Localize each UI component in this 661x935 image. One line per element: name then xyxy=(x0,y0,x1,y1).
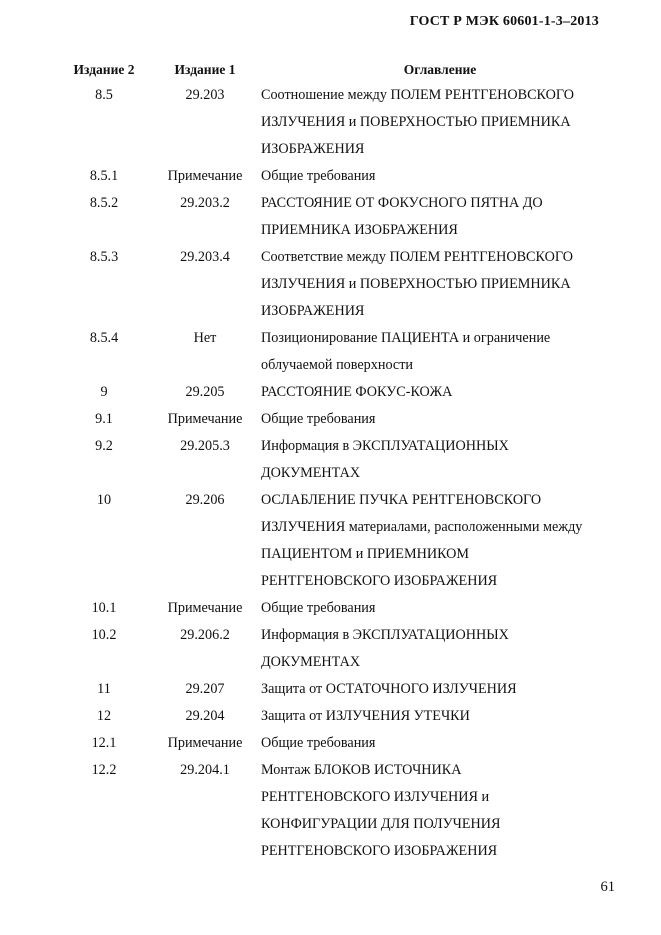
edition-1-clause: 29.204 xyxy=(185,708,225,724)
edition-1-clause: 29.204.1 xyxy=(180,762,230,778)
contents-title-line: Позиционирование ПАЦИЕНТА и ограничение xyxy=(261,330,551,346)
table-row xyxy=(54,730,624,757)
contents-title-line: Защита от ИЗЛУЧЕНИЯ УТЕЧКИ xyxy=(261,708,470,724)
contents-title-line: ДОКУМЕНТАХ xyxy=(261,465,361,481)
contents-title xyxy=(256,487,624,595)
correspondence-table xyxy=(54,62,624,865)
contents-title xyxy=(256,190,624,244)
contents-title-line: КОНФИГУРАЦИИ ДЛЯ ПОЛУЧЕНИЯ xyxy=(261,816,501,832)
contents-title-line: РАССТОЯНИЕ ОТ ФОКУСНОГО ПЯТНА ДО xyxy=(261,195,543,211)
contents-title-line: Защита от ОСТАТОЧНОГО ИЗЛУЧЕНИЯ xyxy=(261,681,517,697)
edition-1-clause: 29.206 xyxy=(185,492,225,508)
contents-title-line: Соответствие между ПОЛЕМ РЕНТГЕНОВСКОГО xyxy=(261,249,573,265)
table-row xyxy=(54,703,624,730)
edition-2-clause: 11 xyxy=(97,681,111,697)
contents-title xyxy=(256,244,624,325)
header-edition-2: Издание 2 xyxy=(73,62,135,77)
table-row xyxy=(54,82,624,163)
contents-title-line: ИЗОБРАЖЕНИЯ xyxy=(261,303,365,319)
edition-1-clause: 29.206.2 xyxy=(180,627,230,643)
edition-1-clause: 29.203.2 xyxy=(180,195,230,211)
table-row xyxy=(54,379,624,406)
contents-title xyxy=(256,730,624,757)
table-row xyxy=(54,757,624,865)
table-row xyxy=(54,406,624,433)
table-row xyxy=(54,244,624,325)
edition-2-clause: 8.5.4 xyxy=(89,330,119,346)
page-number: 61 xyxy=(600,879,615,895)
contents-title xyxy=(256,757,624,865)
edition-2-clause: 12.2 xyxy=(91,762,117,778)
contents-title xyxy=(256,595,624,622)
edition-2-clause: 10.2 xyxy=(91,627,117,643)
edition-1-clause: Примечание xyxy=(167,735,243,751)
contents-title xyxy=(256,433,624,487)
edition-1-clause: Нет xyxy=(193,330,217,346)
contents-title-line: ИЗЛУЧЕНИЯ и ПОВЕРХНОСТЬЮ ПРИЕМНИКА xyxy=(261,276,571,292)
edition-2-clause: 8.5.2 xyxy=(89,195,119,211)
edition-1-clause: Примечание xyxy=(167,600,243,616)
contents-title xyxy=(256,82,624,163)
table-row xyxy=(54,190,624,244)
contents-title-line: облучаемой поверхности xyxy=(261,357,413,373)
contents-title-line: ИЗЛУЧЕНИЯ материалами, расположенными между xyxy=(261,519,583,535)
table-row xyxy=(54,595,624,622)
contents-title-line: Монтаж БЛОКОВ ИСТОЧНИКА xyxy=(261,762,462,778)
edition-2-clause: 8.5 xyxy=(95,87,113,103)
table-row xyxy=(54,163,624,190)
contents-title xyxy=(256,325,624,379)
edition-2-clause: 8.5.1 xyxy=(89,168,119,184)
header-contents: Оглавление xyxy=(403,62,477,77)
edition-1-clause: 29.207 xyxy=(185,681,225,697)
table-row xyxy=(54,487,624,595)
contents-title-line: ИЗОБРАЖЕНИЯ xyxy=(261,141,365,157)
contents-title-line: Информация в ЭКСПЛУАТАЦИОННЫХ xyxy=(261,627,509,643)
contents-title xyxy=(256,379,624,406)
edition-1-clause: 29.205 xyxy=(185,384,225,400)
document-header-standard-code: ГОСТ Р МЭК 60601-1-3–2013 xyxy=(409,14,599,29)
table-row xyxy=(54,622,624,676)
edition-2-clause: 12.1 xyxy=(91,735,117,751)
edition-2-clause: 8.5.3 xyxy=(89,249,119,265)
contents-title-line: Общие требования xyxy=(261,735,376,751)
contents-title xyxy=(256,163,624,190)
table-row xyxy=(54,325,624,379)
contents-title-line: ПАЦИЕНТОМ и ПРИЕМНИКОМ xyxy=(261,546,470,562)
edition-1-clause: 29.205.3 xyxy=(180,438,230,454)
contents-title-line: Общие требования xyxy=(261,600,376,616)
edition-1-clause: 29.203 xyxy=(185,87,225,103)
contents-title-line: Общие требования xyxy=(261,411,376,427)
edition-2-clause: 10 xyxy=(96,492,112,508)
table-row xyxy=(54,433,624,487)
contents-title-line: Общие требования xyxy=(261,168,376,184)
contents-title-line: ИЗЛУЧЕНИЯ и ПОВЕРХНОСТЬЮ ПРИЕМНИКА xyxy=(261,114,571,130)
contents-title-line: ПРИЕМНИКА ИЗОБРАЖЕНИЯ xyxy=(261,222,458,238)
edition-2-clause: 10.1 xyxy=(91,600,117,616)
contents-title-line: РЕНТГЕНОВСКОГО ИЗОБРАЖЕНИЯ xyxy=(261,573,498,589)
contents-title xyxy=(256,676,624,703)
table-body xyxy=(54,82,624,865)
contents-title xyxy=(256,622,624,676)
table-header-row xyxy=(54,62,624,82)
table-row xyxy=(54,676,624,703)
contents-title xyxy=(256,703,624,730)
edition-1-clause: 29.203.4 xyxy=(180,249,230,265)
edition-1-clause: Примечание xyxy=(167,168,243,184)
header-edition-1: Издание 1 xyxy=(174,62,236,77)
contents-title-line: Соотношение между ПОЛЕМ РЕНТГЕНОВСКОГО xyxy=(261,87,574,103)
edition-2-clause: 9.1 xyxy=(95,411,113,427)
edition-2-clause: 9.2 xyxy=(95,438,113,454)
edition-1-clause: Примечание xyxy=(167,411,243,427)
contents-title-line: ОСЛАБЛЕНИЕ ПУЧКА РЕНТГЕНОВСКОГО xyxy=(261,492,542,508)
contents-title-line: РЕНТГЕНОВСКОГО ИЗОБРАЖЕНИЯ xyxy=(261,843,498,859)
contents-title-line: РЕНТГЕНОВСКОГО ИЗЛУЧЕНИЯ и xyxy=(261,789,490,805)
edition-2-clause: 12 xyxy=(96,708,112,724)
contents-title-line: Информация в ЭКСПЛУАТАЦИОННЫХ xyxy=(261,438,509,454)
contents-title-line: ДОКУМЕНТАХ xyxy=(261,654,361,670)
edition-2-clause: 9 xyxy=(100,384,108,400)
contents-title xyxy=(256,406,624,433)
contents-title-line: РАССТОЯНИЕ ФОКУС-КОЖА xyxy=(261,384,453,400)
